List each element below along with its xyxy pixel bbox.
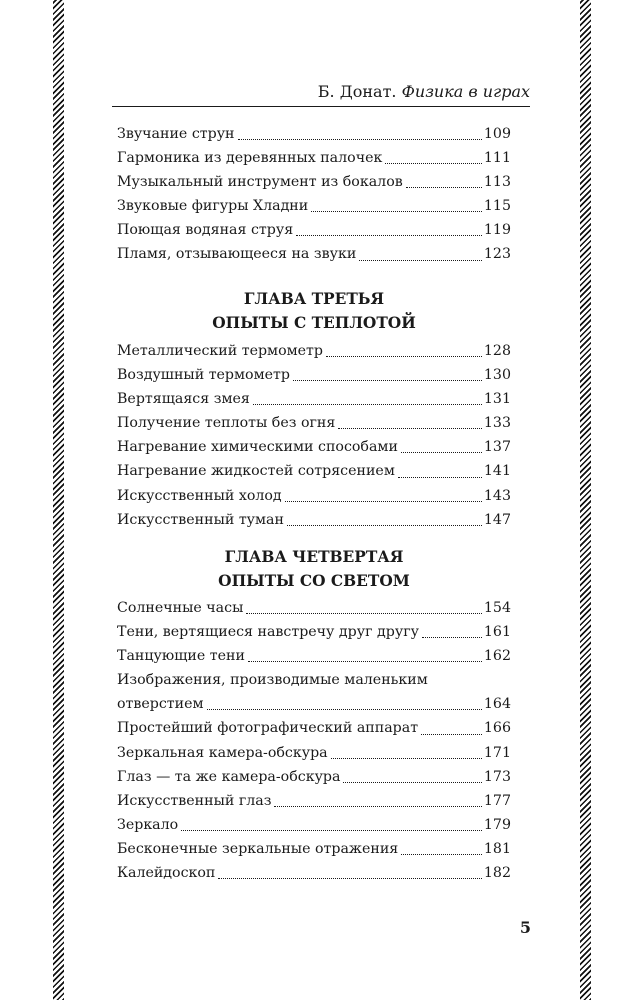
leader-dots bbox=[406, 186, 482, 188]
toc-entry bbox=[117, 435, 511, 459]
toc-entry bbox=[117, 508, 511, 532]
leader-dots bbox=[385, 162, 482, 164]
toc-entry-page: 164 bbox=[483, 696, 511, 713]
leader-dots bbox=[421, 733, 482, 735]
leader-dots bbox=[246, 612, 482, 614]
toc-entry bbox=[117, 218, 511, 242]
toc-entry bbox=[117, 459, 511, 483]
leader-dots bbox=[248, 660, 482, 662]
toc-entry-page: 109 bbox=[483, 126, 511, 142]
toc-entry-page: 123 bbox=[483, 246, 511, 263]
toc-entry-title: Зеркало bbox=[117, 816, 179, 833]
toc-entry-page: 171 bbox=[483, 744, 511, 761]
chapter-four-heading bbox=[117, 545, 511, 593]
toc-entry bbox=[117, 716, 511, 740]
toc-entry-page: 162 bbox=[483, 648, 511, 665]
toc-entry-title: Искусственный холод bbox=[117, 487, 282, 504]
toc-entry-page: 161 bbox=[483, 624, 511, 641]
toc-entry-title: отверстием bbox=[117, 696, 204, 713]
toc-entry bbox=[117, 411, 511, 435]
leader-dots bbox=[401, 853, 482, 855]
toc-entry-title: Поющая водяная струя bbox=[117, 222, 294, 239]
toc-section-top bbox=[117, 122, 511, 267]
toc-entry bbox=[117, 813, 511, 837]
toc-entry-page: 182 bbox=[483, 865, 511, 882]
toc-entry bbox=[117, 146, 511, 170]
toc-entry bbox=[117, 596, 511, 620]
toc-entry-page: 130 bbox=[483, 367, 511, 384]
toc-entry bbox=[117, 789, 511, 813]
header-author: Б. Донат. bbox=[317, 82, 397, 101]
leader-dots bbox=[326, 355, 482, 357]
header-book-title: Физика в играх bbox=[401, 82, 530, 101]
toc-entry bbox=[117, 692, 511, 716]
leader-dots bbox=[218, 877, 482, 879]
toc-entry-page: 143 bbox=[483, 487, 511, 504]
toc-entry-title: Танцующие тени bbox=[117, 648, 245, 665]
toc-entry-page: 113 bbox=[483, 174, 511, 191]
toc-entry bbox=[117, 339, 511, 363]
toc-entry-page: 154 bbox=[483, 600, 511, 616]
leader-dots bbox=[359, 259, 482, 261]
toc-entry-page: 177 bbox=[483, 792, 511, 809]
leader-dots bbox=[343, 781, 481, 783]
toc-entry-page: 131 bbox=[483, 391, 511, 408]
toc-entry-title: Звуковые фигуры Хладни bbox=[117, 198, 309, 215]
toc-chapter-three bbox=[117, 339, 511, 532]
toc-entry-page: 119 bbox=[483, 222, 511, 239]
toc-entry-page: 166 bbox=[483, 720, 511, 737]
toc-entry bbox=[117, 644, 511, 668]
chapter-three-heading bbox=[117, 287, 511, 335]
toc-entry-title: Искусственный глаз bbox=[117, 792, 272, 809]
toc-entry-page: 133 bbox=[483, 415, 511, 432]
leader-dots bbox=[285, 500, 482, 502]
toc-entry-title: Гармоника из деревянных палочек bbox=[117, 150, 383, 167]
leader-dots bbox=[181, 829, 482, 831]
leader-dots bbox=[398, 476, 482, 478]
toc-entry-title: Глаз — та же камера-обскура bbox=[117, 768, 341, 785]
toc-chapter-four bbox=[117, 596, 511, 885]
toc-entry-title: Тени, вертящиеся навстречу друг другу bbox=[117, 624, 419, 641]
leader-dots bbox=[338, 427, 482, 429]
toc-entry-page: 111 bbox=[483, 150, 511, 167]
toc-entry bbox=[117, 242, 511, 266]
toc-entry-page: 181 bbox=[483, 840, 511, 857]
left-hatched-border bbox=[53, 0, 64, 1000]
toc-entry-page: 179 bbox=[483, 816, 511, 833]
page-number: 5 bbox=[519, 918, 531, 937]
toc-entry bbox=[117, 363, 511, 387]
toc-entry bbox=[117, 861, 511, 885]
leader-dots bbox=[253, 403, 482, 405]
toc-entry bbox=[117, 387, 511, 411]
toc-entry-page: 141 bbox=[483, 463, 511, 480]
toc-entry bbox=[117, 741, 511, 765]
toc-entry bbox=[117, 170, 511, 194]
leader-dots bbox=[207, 708, 482, 710]
header-rule bbox=[112, 106, 530, 107]
leader-dots bbox=[238, 138, 482, 140]
leader-dots bbox=[401, 451, 482, 453]
toc-entry-title: Искусственный туман bbox=[117, 511, 284, 528]
toc-entry-title: Металлический термометр bbox=[117, 343, 323, 359]
toc-entry bbox=[117, 122, 511, 146]
toc-entry-page: 115 bbox=[483, 198, 511, 215]
right-hatched-border bbox=[580, 0, 591, 1000]
toc-entry-page: 137 bbox=[483, 439, 511, 456]
leader-dots bbox=[311, 210, 482, 212]
toc-entry-page: 173 bbox=[483, 768, 511, 785]
chapter-name: ОПЫТЫ СО СВЕТОМ bbox=[218, 572, 410, 590]
leader-dots bbox=[293, 379, 482, 381]
toc-entry-title: Простейший фотографический аппарат bbox=[117, 720, 419, 737]
toc-entry-first-line: Изображения, производимые маленьким bbox=[117, 672, 428, 689]
leader-dots bbox=[296, 234, 482, 236]
toc-entry-title: Нагревание химическими способами bbox=[117, 439, 398, 456]
toc-entry-title: Зеркальная камера-обскура bbox=[117, 744, 328, 761]
toc-entry-title: Калейдоскоп bbox=[117, 865, 216, 882]
toc-entry bbox=[117, 484, 511, 508]
running-header bbox=[112, 82, 530, 101]
toc-entry-page: 147 bbox=[483, 511, 511, 528]
toc-entry-title: Бесконечные зеркальные отражения bbox=[117, 840, 399, 857]
toc-entry-title: Нагревание жидкостей сотрясением bbox=[117, 463, 395, 480]
leader-dots bbox=[422, 636, 482, 638]
leader-dots bbox=[287, 524, 482, 526]
toc-entry-page: 128 bbox=[483, 343, 511, 359]
toc-entry bbox=[117, 620, 511, 644]
chapter-label: ГЛАВА ТРЕТЬЯ bbox=[243, 290, 385, 308]
toc-entry bbox=[117, 194, 511, 218]
toc-entry-title: Пламя, отзывающееся на звуки bbox=[117, 246, 357, 263]
chapter-name: ОПЫТЫ С ТЕПЛОТОЙ bbox=[212, 314, 416, 332]
chapter-label: ГЛАВА ЧЕТВЕРТАЯ bbox=[224, 548, 404, 566]
toc-entry-title: Получение теплоты без огня bbox=[117, 415, 336, 432]
toc-entry-title: Солнечные часы bbox=[117, 600, 244, 616]
leader-dots bbox=[331, 757, 482, 759]
toc-entry bbox=[117, 837, 511, 861]
leader-dots bbox=[274, 805, 481, 807]
toc-entry-title: Воздушный термометр bbox=[117, 367, 290, 384]
toc-entry-title: Звучание струн bbox=[117, 126, 235, 142]
toc-entry-title: Музыкальный инструмент из бокалов bbox=[117, 174, 403, 191]
toc-entry bbox=[117, 765, 511, 789]
toc-entry-title: Вертящаяся змея bbox=[117, 391, 250, 408]
